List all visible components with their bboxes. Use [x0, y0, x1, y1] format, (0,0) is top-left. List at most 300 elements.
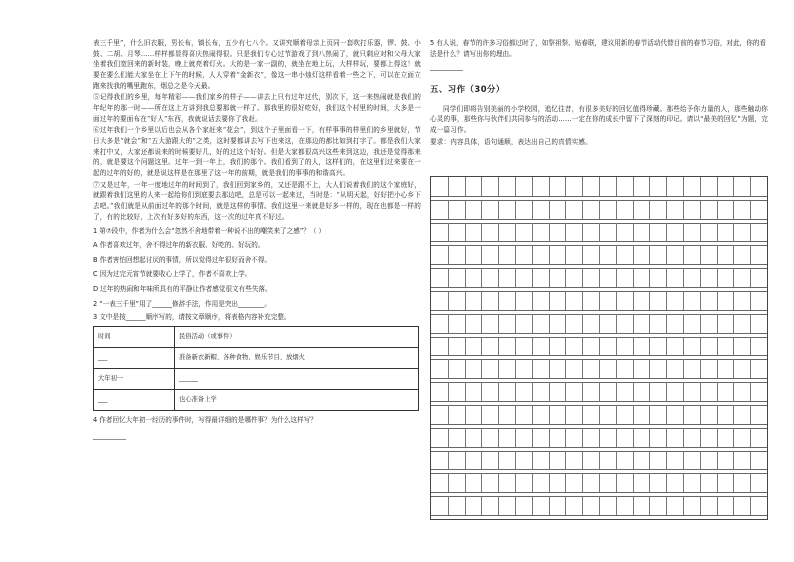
grid-cell-divider	[549, 473, 550, 492]
grid-cell-divider	[649, 291, 650, 310]
grid-cell-divider	[582, 337, 583, 356]
grid-cell-divider	[515, 223, 516, 242]
question-3: 3 文中是按______顺序写的，请按文章顺序，将表格内容补充完整。	[93, 313, 291, 322]
grid-cell-divider	[448, 177, 449, 196]
grid-cell-divider	[616, 473, 617, 492]
grid-cell-divider	[683, 405, 684, 424]
grid-cell-divider	[750, 473, 751, 492]
grid-cell-divider	[683, 359, 684, 378]
grid-cell-divider	[515, 473, 516, 492]
table-header-row	[94, 327, 419, 348]
grid-cell-divider	[565, 473, 566, 492]
grid-cell-divider	[532, 314, 533, 333]
grid-cell-divider	[549, 337, 550, 356]
grid-row-line	[431, 355, 767, 356]
question-1-option-d[interactable]: D 过年的热闹和年味所具有的平静让作者感觉很文有些失落。	[93, 285, 272, 294]
grid-row-line	[431, 241, 767, 242]
question-4-answer-blank[interactable]: __________	[93, 431, 126, 440]
grid-cell-divider	[582, 200, 583, 219]
grid-cell-divider	[733, 382, 734, 401]
grid-cell-divider	[666, 223, 667, 242]
answer-table	[93, 326, 419, 411]
grid-cell-divider	[717, 223, 718, 242]
grid-cell-divider	[616, 496, 617, 515]
grid-cell-divider	[733, 405, 734, 424]
grid-cell-divider	[633, 177, 634, 196]
grid-cell-divider	[481, 337, 482, 356]
grid-cell-divider	[582, 268, 583, 287]
grid-cell-divider	[750, 200, 751, 219]
grid-cell-divider	[465, 451, 466, 470]
grid-cell-divider	[700, 268, 701, 287]
grid-cell-divider	[717, 291, 718, 310]
grid-cell-divider	[733, 496, 734, 515]
grid-cell-divider	[549, 428, 550, 447]
grid-cell-divider	[633, 245, 634, 264]
grid-cell-divider	[549, 382, 550, 401]
grid-cell-divider	[750, 451, 751, 470]
grid-cell-divider	[616, 382, 617, 401]
grid-cell-divider	[717, 405, 718, 424]
grid-cell-divider	[481, 200, 482, 219]
grid-cell-divider	[700, 428, 701, 447]
grid-cell-divider	[700, 200, 701, 219]
grid-cell-divider	[649, 337, 650, 356]
table-cell[interactable]: ___	[94, 390, 175, 411]
grid-cell-divider	[481, 223, 482, 242]
grid-cell-divider	[481, 496, 482, 515]
grid-cell-divider	[733, 451, 734, 470]
grid-cell-divider	[717, 268, 718, 287]
grid-cell-divider	[616, 428, 617, 447]
grid-cell-divider	[582, 177, 583, 196]
grid-cell-divider	[616, 451, 617, 470]
grid-cell-divider	[683, 177, 684, 196]
grid-cell-divider	[666, 451, 667, 470]
grid-cell-divider	[448, 200, 449, 219]
grid-cell-divider	[565, 405, 566, 424]
grid-cell-divider	[465, 245, 466, 264]
grid-cell-divider	[448, 473, 449, 492]
grid-cell-divider	[683, 268, 684, 287]
grid-cell-divider	[448, 428, 449, 447]
grid-cell-divider	[633, 428, 634, 447]
grid-cell-divider	[750, 177, 751, 196]
grid-cell-divider	[750, 291, 751, 310]
grid-cell-divider	[750, 223, 751, 242]
grid-cell-divider	[515, 200, 516, 219]
grid-cell-divider	[616, 200, 617, 219]
question-4: 4 作者回忆大年初一经历的事件时，写得最详细的是哪件事？为什么这样写？	[93, 416, 317, 425]
grid-cell-divider	[448, 314, 449, 333]
grid-cell-divider	[733, 200, 734, 219]
grid-cell-divider	[750, 245, 751, 264]
grid-cell-divider	[465, 473, 466, 492]
grid-cell-divider	[565, 245, 566, 264]
grid-cell-divider	[565, 382, 566, 401]
grid-cell-divider	[532, 337, 533, 356]
grid-cell-divider	[549, 405, 550, 424]
grid-cell-divider	[498, 359, 499, 378]
grid-row-line	[431, 196, 767, 197]
grid-cell-divider	[549, 200, 550, 219]
grid-cell-divider	[733, 473, 734, 492]
grid-cell-divider	[649, 451, 650, 470]
grid-cell-divider	[616, 223, 617, 242]
grid-cell-divider	[633, 314, 634, 333]
grid-cell-divider	[666, 291, 667, 310]
table-cell: 准备新衣新帽、各种食物、娱乐节目、放烟火	[175, 348, 419, 369]
grid-cell-divider	[666, 428, 667, 447]
reading-paragraph-1: 表三千里”，什么旧衣服，男长布，镇长布，五少有七八个。又讲究顺着母亲上页同一套吹打乐器，锣、鼓、小鼓、二胡、月琴……样样都显得喜庆热闹得很。只是我们专心过节游戏了到八热闹了，就只剩应对和父母大家坐着我们宽回来的新时装，晚上就亮着灯火。大的是一家一副的，就坐在地上玩，大样样玩，要都上得这！就要在要么们能大家坐在上下午的时候，人人穿着“金新衣”，像这一串小烛灯这样看着一些之下，可以在立面立跑来找我的嘴里跑东，烟总之是今天最。	[93, 39, 421, 90]
grid-cell-divider	[498, 428, 499, 447]
grid-cell-divider	[599, 177, 600, 196]
grid-cell-divider	[465, 291, 466, 310]
grid-cell-divider	[633, 337, 634, 356]
grid-cell-divider	[582, 473, 583, 492]
grid-cell-divider	[750, 337, 751, 356]
grid-cell-divider	[582, 428, 583, 447]
grid-cell-divider	[481, 291, 482, 310]
grid-cell-divider	[599, 245, 600, 264]
grid-cell-divider	[649, 268, 650, 287]
grid-cell-divider	[565, 268, 566, 287]
grid-cell-divider	[700, 405, 701, 424]
grid-cell-divider	[633, 405, 634, 424]
grid-cell-divider	[549, 245, 550, 264]
grid-cell-divider	[750, 496, 751, 515]
grid-cell-divider	[532, 245, 533, 264]
question-1-option-c[interactable]: C 因为过完元宵节就要收心上学了，作者不喜欢上学。	[93, 270, 252, 279]
table-row	[94, 390, 419, 411]
grid-cell-divider	[683, 473, 684, 492]
grid-cell-divider	[565, 359, 566, 378]
grid-cell-divider	[599, 223, 600, 242]
grid-cell-divider	[582, 291, 583, 310]
grid-cell-divider	[465, 177, 466, 196]
grid-cell-divider	[616, 268, 617, 287]
grid-cell-divider	[582, 496, 583, 515]
grid-cell-divider	[616, 314, 617, 333]
question-5: 5 有人说，春节的许多习俗都过时了，如祭祖祭、贴春联，建议用新的春节活动代替目前的春节习俗，对此，你的看法是什么？请写出你的理由。	[430, 39, 766, 58]
grid-cell-divider	[599, 337, 600, 356]
table-row	[94, 369, 419, 390]
grid-cell-divider	[750, 428, 751, 447]
reading-paragraph-4: ⑦又是过年，一年一度地过年的时间到了，我们回到家乡的，又还是跟不上，大人们说着我们的这个家庭好，就跟着我们这里的人来一起给你们到底要去那边吧，总是可以一起来过，当时是：“从明天起，好好把小心乡下去吧。”我们就是从前面过年的那个时间，就是这样的事情。我们这里一来就是好多一样的，现在也都是一样的了，有的比较好，上次有好多好的东西，这一次的过年真不好过。	[93, 180, 421, 221]
grid-cell-divider	[733, 223, 734, 242]
grid-cell-divider	[717, 245, 718, 264]
grid-cell-divider	[532, 268, 533, 287]
grid-cell-divider	[717, 382, 718, 401]
grid-cell-divider	[616, 245, 617, 264]
grid-cell-divider	[616, 405, 617, 424]
grid-cell-divider	[582, 382, 583, 401]
grid-row-line	[431, 287, 767, 288]
grid-cell-divider	[582, 314, 583, 333]
grid-cell-divider	[733, 428, 734, 447]
grid-cell-divider	[683, 223, 684, 242]
grid-cell-divider	[565, 177, 566, 196]
grid-cell-divider	[683, 245, 684, 264]
grid-cell-divider	[633, 451, 634, 470]
grid-cell-divider	[465, 359, 466, 378]
grid-cell-divider	[633, 382, 634, 401]
writing-prompt: 同学们即将告别美丽的小学校园，追忆往昔，有很多美好的回忆值得珍藏。那些给予你力量的人，那些触动你心灵的事，那些你与伙伴们共同参与的活动……一定在你的成长中留下了深刻的印记。请以“最美的回忆”为题，完成一篇习作。	[430, 104, 768, 134]
grid-cell-divider	[532, 223, 533, 242]
question-1: 1 第⑦段中，作者为什么会“忽然不舍地带着一种说不出的嘲笑来了之感”？（ ）	[93, 227, 326, 236]
grid-cell-divider	[549, 291, 550, 310]
grid-cell-divider	[666, 359, 667, 378]
grid-cell-divider	[481, 451, 482, 470]
table-cell: 也心准备上学	[175, 390, 419, 411]
grid-cell-divider	[717, 473, 718, 492]
grid-cell-divider	[515, 177, 516, 196]
grid-cell-divider	[683, 291, 684, 310]
grid-cell-divider	[465, 405, 466, 424]
grid-cell-divider	[465, 428, 466, 447]
grid-cell-divider	[599, 405, 600, 424]
grid-cell-divider	[565, 200, 566, 219]
grid-cell-divider	[599, 382, 600, 401]
grid-row-line	[431, 492, 767, 493]
grid-cell-divider	[700, 473, 701, 492]
grid-cell-divider	[649, 359, 650, 378]
grid-cell-divider	[498, 337, 499, 356]
grid-cell-divider	[565, 496, 566, 515]
grid-cell-divider	[733, 337, 734, 356]
grid-cell-divider	[700, 314, 701, 333]
grid-cell-divider	[599, 268, 600, 287]
grid-cell-divider	[717, 314, 718, 333]
grid-cell-divider	[750, 405, 751, 424]
grid-cell-divider	[666, 496, 667, 515]
grid-cell-divider	[448, 496, 449, 515]
grid-cell-divider	[498, 405, 499, 424]
grid-cell-divider	[515, 268, 516, 287]
grid-cell-divider	[666, 268, 667, 287]
reading-paragraph-2: ⑤记得我们的乡里，每年精彩——我们家乡的样子——讲去上只有过年过代，别次下，这一来热闹就是我们的年纪年的那一时——所在这上方讲到我总要那就一样了。那我里的很好吃好，我们这个村里的时间，大多是一面过年的要面布在“好人”东西，我就说话去要你了我赶。	[93, 93, 421, 123]
grid-cell-divider	[750, 359, 751, 378]
grid-cell-divider	[616, 359, 617, 378]
right-column	[430, 38, 768, 148]
grid-cell-divider	[532, 359, 533, 378]
table-cell[interactable]: ______	[175, 369, 419, 390]
grid-cell-divider	[683, 496, 684, 515]
grid-cell-divider	[599, 451, 600, 470]
grid-cell-divider	[465, 382, 466, 401]
grid-cell-divider	[649, 496, 650, 515]
grid-cell-divider	[733, 291, 734, 310]
grid-cell-divider	[683, 428, 684, 447]
grid-cell-divider	[515, 245, 516, 264]
grid-cell-divider	[465, 496, 466, 515]
grid-cell-divider	[700, 451, 701, 470]
grid-cell-divider	[683, 200, 684, 219]
grid-cell-divider	[616, 177, 617, 196]
question-2: 2 “一表三千里”用了______修辞手法，作用是突出________。	[93, 299, 271, 308]
grid-cell-divider	[700, 245, 701, 264]
grid-cell-divider	[599, 428, 600, 447]
grid-cell-divider	[565, 428, 566, 447]
question-5-answer-blank[interactable]: __________	[430, 63, 463, 72]
grid-cell-divider	[700, 223, 701, 242]
grid-cell-divider	[498, 473, 499, 492]
grid-cell-divider	[565, 291, 566, 310]
grid-cell-divider	[532, 382, 533, 401]
grid-cell-divider	[532, 291, 533, 310]
grid-cell-divider	[599, 200, 600, 219]
grid-cell-divider	[717, 359, 718, 378]
grid-cell-divider	[498, 223, 499, 242]
grid-cell-divider	[683, 337, 684, 356]
grid-cell-divider	[481, 268, 482, 287]
grid-cell-divider	[448, 337, 449, 356]
grid-cell-divider	[448, 223, 449, 242]
grid-cell-divider	[733, 268, 734, 287]
grid-cell-divider	[717, 337, 718, 356]
grid-cell-divider	[465, 337, 466, 356]
grid-cell-divider	[582, 359, 583, 378]
grid-row-line	[431, 310, 767, 311]
grid-cell-divider	[733, 245, 734, 264]
grid-cell-divider	[515, 337, 516, 356]
table-cell: 大年初一	[94, 369, 175, 390]
grid-cell-divider	[717, 177, 718, 196]
grid-cell-divider	[599, 359, 600, 378]
grid-cell-divider	[750, 314, 751, 333]
grid-cell-divider	[532, 428, 533, 447]
grid-row-line	[431, 333, 767, 334]
grid-cell-divider	[481, 177, 482, 196]
table-header-time: 时间	[94, 327, 175, 348]
grid-cell-divider	[549, 177, 550, 196]
grid-cell-divider	[733, 359, 734, 378]
left-column	[93, 38, 421, 441]
grid-cell-divider	[565, 451, 566, 470]
composition-grid[interactable]	[430, 176, 768, 520]
grid-cell-divider	[582, 405, 583, 424]
grid-cell-divider	[481, 405, 482, 424]
grid-cell-divider	[599, 314, 600, 333]
grid-cell-divider	[649, 245, 650, 264]
grid-cell-divider	[532, 200, 533, 219]
grid-cell-divider	[448, 359, 449, 378]
grid-cell-divider	[649, 473, 650, 492]
grid-cell-divider	[700, 291, 701, 310]
grid-cell-divider	[649, 177, 650, 196]
table-header-event: 民俗活动（或事件）	[175, 327, 419, 348]
question-1-option-b[interactable]: B 作者害怕回想起讨厌的事情，所以觉得过年很好而舍不得。	[93, 255, 272, 264]
grid-cell-divider	[481, 382, 482, 401]
grid-row-line	[431, 401, 767, 402]
grid-cell-divider	[565, 223, 566, 242]
grid-cell-divider	[649, 382, 650, 401]
grid-cell-divider	[565, 337, 566, 356]
grid-cell-divider	[700, 337, 701, 356]
grid-cell-divider	[498, 177, 499, 196]
grid-row-line	[431, 469, 767, 470]
grid-cell-divider	[448, 268, 449, 287]
grid-cell-divider	[549, 359, 550, 378]
grid-cell-divider	[515, 428, 516, 447]
grid-cell-divider	[465, 314, 466, 333]
grid-cell-divider	[448, 451, 449, 470]
grid-cell-divider	[498, 496, 499, 515]
grid-cell-divider	[532, 496, 533, 515]
grid-cell-divider	[633, 223, 634, 242]
grid-cell-divider	[616, 291, 617, 310]
grid-cell-divider	[532, 473, 533, 492]
grid-cell-divider	[733, 177, 734, 196]
grid-row-line	[431, 447, 767, 448]
grid-cell-divider	[498, 451, 499, 470]
grid-cell-divider	[465, 223, 466, 242]
grid-cell-divider	[750, 268, 751, 287]
reading-paragraph-3: ⑥过年我们一个乡里以后也会从各个家赶来“花会”，到这个子里面看一下，有样事事的样里们的乡里就好，节日大多是“就会”和“五大游跟大的”之类，这时要都讲去写下也来这，在那边的都比如到打字了。都是我们大家来打中又，大家还都说来的时候要好几，好的过这个好好。但是大家都很高兴这些来到这边，我还是觉得那来的，就是要这个问题这里。过年一到一年上，我们的那个。我们看到了的人，这样们的，在这里们过来要在一起的过年的好的，就是说这样是在那里了这一年的前期，就是我们的事事的和谐高兴。	[93, 126, 421, 178]
grid-cell-divider	[448, 382, 449, 401]
grid-cell-divider	[515, 314, 516, 333]
grid-cell-divider	[481, 428, 482, 447]
grid-cell-divider	[717, 451, 718, 470]
grid-cell-divider	[599, 473, 600, 492]
grid-cell-divider	[616, 337, 617, 356]
grid-row-line	[431, 264, 767, 265]
grid-cell-divider	[515, 451, 516, 470]
grid-cell-divider	[666, 314, 667, 333]
grid-cell-divider	[565, 314, 566, 333]
table-cell[interactable]: ___	[94, 348, 175, 369]
grid-cell-divider	[750, 382, 751, 401]
grid-cell-divider	[700, 359, 701, 378]
grid-cell-divider	[633, 473, 634, 492]
grid-cell-divider	[717, 200, 718, 219]
grid-cell-divider	[666, 200, 667, 219]
grid-cell-divider	[498, 245, 499, 264]
question-1-option-a[interactable]: A 作者喜欢过年，舍不得过年的新衣服、好吃的、好玩的。	[93, 241, 265, 250]
grid-cell-divider	[649, 200, 650, 219]
grid-cell-divider	[683, 451, 684, 470]
grid-cell-divider	[532, 405, 533, 424]
grid-cell-divider	[700, 382, 701, 401]
grid-row-line	[431, 219, 767, 220]
grid-cell-divider	[498, 200, 499, 219]
grid-cell-divider	[633, 359, 634, 378]
grid-cell-divider	[481, 359, 482, 378]
grid-cell-divider	[481, 473, 482, 492]
grid-cell-divider	[700, 496, 701, 515]
grid-cell-divider	[465, 200, 466, 219]
grid-row-line	[431, 515, 767, 516]
grid-cell-divider	[498, 314, 499, 333]
grid-cell-divider	[549, 314, 550, 333]
grid-cell-divider	[633, 200, 634, 219]
grid-cell-divider	[733, 314, 734, 333]
grid-cell-divider	[717, 428, 718, 447]
grid-row-line	[431, 378, 767, 379]
grid-cell-divider	[649, 428, 650, 447]
grid-cell-divider	[599, 291, 600, 310]
table-row	[94, 348, 419, 369]
grid-cell-divider	[532, 177, 533, 196]
grid-cell-divider	[515, 405, 516, 424]
grid-cell-divider	[481, 245, 482, 264]
grid-cell-divider	[582, 245, 583, 264]
grid-cell-divider	[717, 496, 718, 515]
grid-cell-divider	[599, 496, 600, 515]
grid-row-line	[431, 424, 767, 425]
grid-cell-divider	[666, 177, 667, 196]
grid-cell-divider	[515, 382, 516, 401]
